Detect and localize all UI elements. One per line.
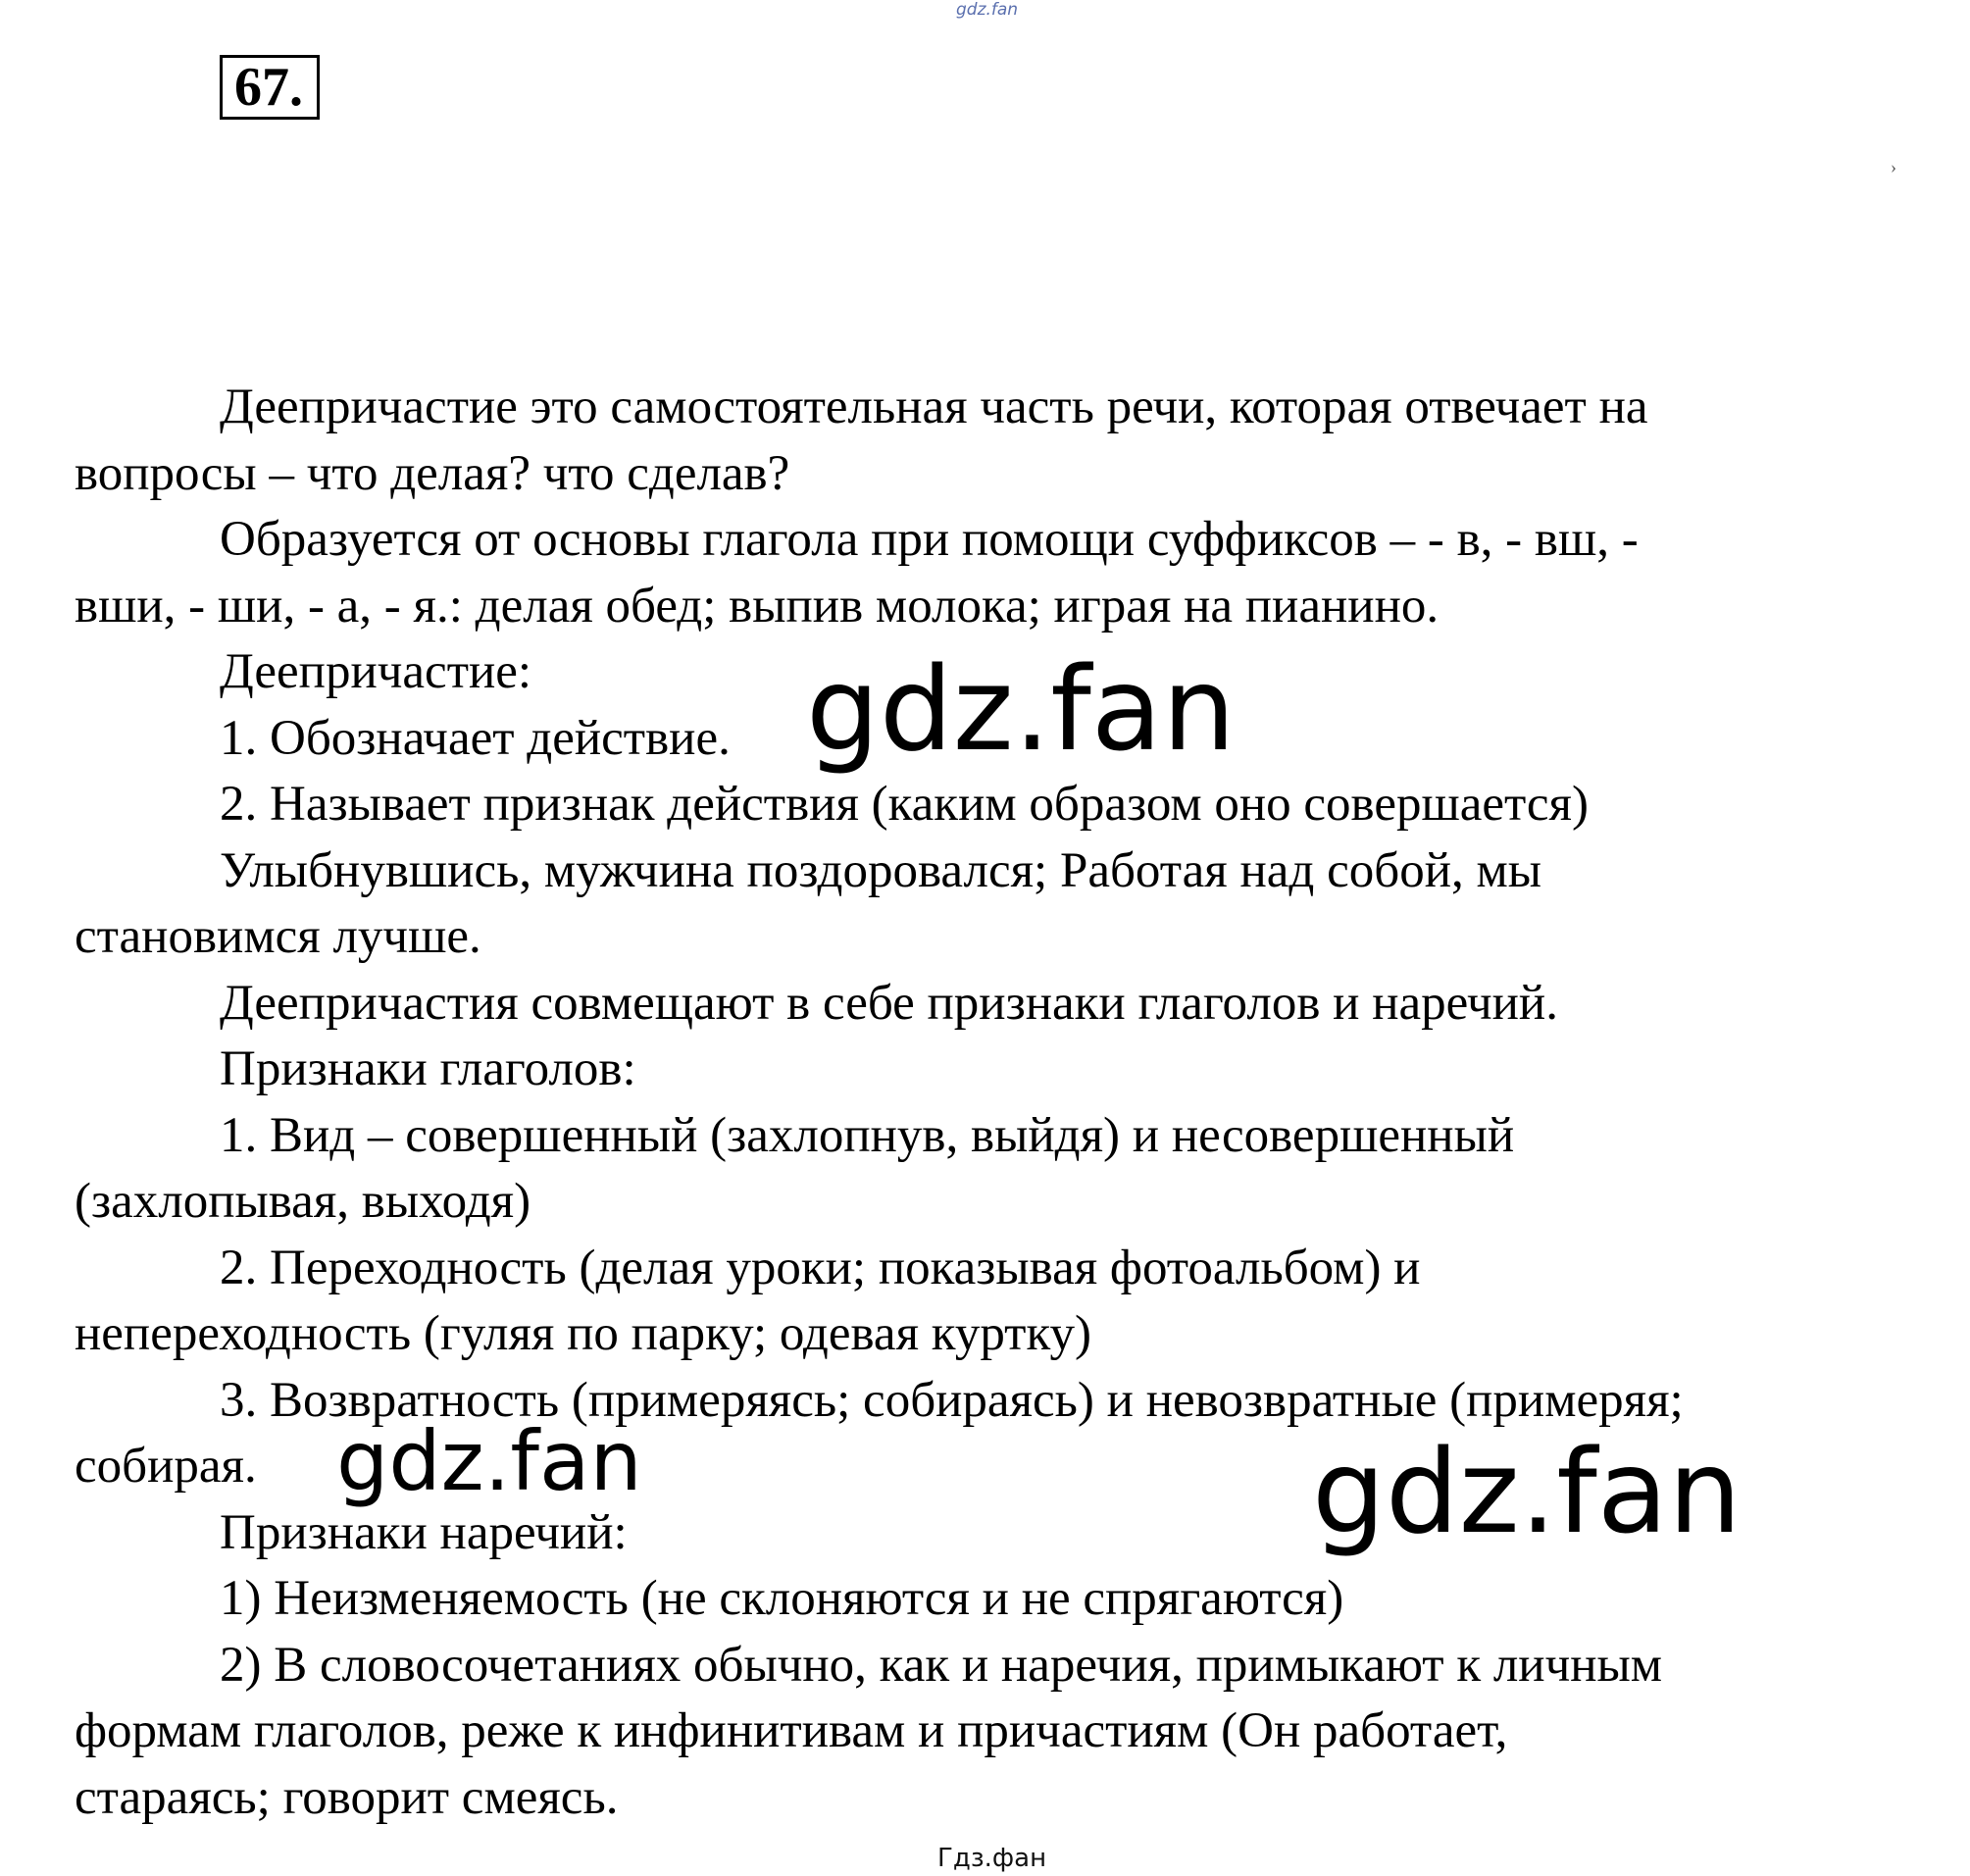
answer-text (75, 375, 1918, 1831)
text-line: 1. Обозначает действие. (220, 710, 731, 766)
text-line: Деепричастия совмещают в себе признаки глаголов и наречий. (220, 975, 1558, 1031)
text-line: 2. Называет признак действия (каким образом оно совершается) (220, 777, 1590, 832)
watermark: gdz.fan (1312, 1424, 1742, 1559)
text-line: (захлопывая, выходя) (75, 1174, 531, 1229)
text-line: Образуется от основы глагола при помощи суффиксов – - в, - вш, - (220, 512, 1639, 567)
text-line: стараясь; говорит смеясь. (75, 1769, 619, 1825)
text-line: становимся лучше. (75, 909, 481, 964)
watermark: gdz.fan (336, 1413, 642, 1509)
watermark: gdz.fan (806, 641, 1236, 777)
text-line: 3. Возвратность (примеряясь; собираясь) и невозвратные (примеряя; (220, 1372, 1684, 1428)
text-line: вопросы – что делая? что сделав? (75, 445, 790, 501)
text-line: вши, - ши, - а, - я.: делая обед; выпив молока; играя на пианино. (75, 578, 1440, 634)
corner-mark: › (1891, 157, 1896, 177)
text-line: Деепричастие это самостоятельная часть речи, которая отвечает на (220, 380, 1648, 434)
text-line: Признаки наречий: (220, 1504, 628, 1560)
text-line: Признаки глаголов: (220, 1041, 636, 1096)
top-watermark: gdz.fan (956, 0, 1019, 20)
text-line: непереходность (гуляя по парку; одевая куртку) (75, 1306, 1091, 1361)
text-line: 1. Вид – совершенный (захлопнув, выйдя) и несовершенный (220, 1107, 1515, 1163)
text-line: формам глаголов, реже к инфинитивам и причастиям (Он работает, (75, 1703, 1508, 1758)
task-number: 67. (220, 55, 320, 120)
footer-watermark: Гдз.фан (937, 1844, 1047, 1873)
text-line: Улыбнувшись, мужчина поздоровался; Работая над собой, мы (220, 842, 1542, 898)
text-line: 2. Переходность (делая уроки; показывая фотоальбом) и (220, 1240, 1421, 1295)
text-line: Деепричастие: (220, 644, 532, 699)
text-line: собирая. (75, 1439, 257, 1494)
text-line: 2) В словосочетаниях обычно, как и наречия, примыкают к личным (220, 1637, 1663, 1693)
text-line: 1) Неизменяемость (не склоняются и не спрягаются) (220, 1571, 1344, 1626)
